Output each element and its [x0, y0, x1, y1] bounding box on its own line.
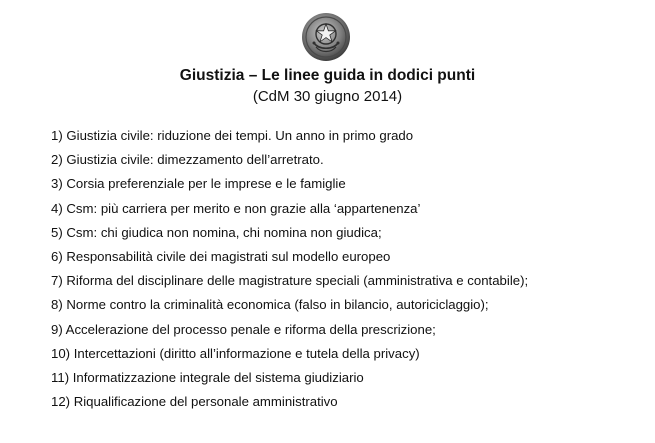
document-title: Giustizia – Le linee guida in dodici punti [179, 67, 476, 84]
list-item: 3) Corsia preferenziale per le imprese e le famiglie [51, 176, 346, 192]
document-subtitle: (CdM 30 giugno 2014) [252, 88, 403, 105]
guidelines-list [51, 127, 528, 417]
list-item: 4) Csm: più carriera per merito e non grazie alla ‘appartenenza’ [51, 200, 421, 216]
list-item: 11) Informatizzazione integrale del sistema giudiziario [51, 369, 364, 385]
list-item: 9) Accelerazione del processo penale e riforma della prescrizione; [51, 321, 436, 337]
list-item: 8) Norme contro la criminalità economica (falso in bilancio, autoriciclaggio); [51, 297, 489, 313]
list-item: 5) Csm: chi giudica non nomina, chi nomina non giudica; [51, 224, 382, 240]
list-item: 2) Giustizia civile: dimezzamento dell’arretrato. [51, 152, 324, 168]
list-item: 10) Intercettazioni (diritto all’informazione e tutela della privacy) [51, 345, 420, 361]
italian-republic-emblem-icon [301, 12, 351, 62]
list-item: 7) Riforma del disciplinare delle magistrature speciali (amministrativa e contabile); [51, 273, 529, 289]
list-item: 1) Giustizia civile: riduzione dei tempi. Un anno in primo grado [51, 128, 414, 143]
list-item: 6) Responsabilità civile dei magistrati sul modello europeo [51, 248, 391, 264]
list-item: 12) Riqualificazione del personale amministrativo [51, 394, 338, 410]
